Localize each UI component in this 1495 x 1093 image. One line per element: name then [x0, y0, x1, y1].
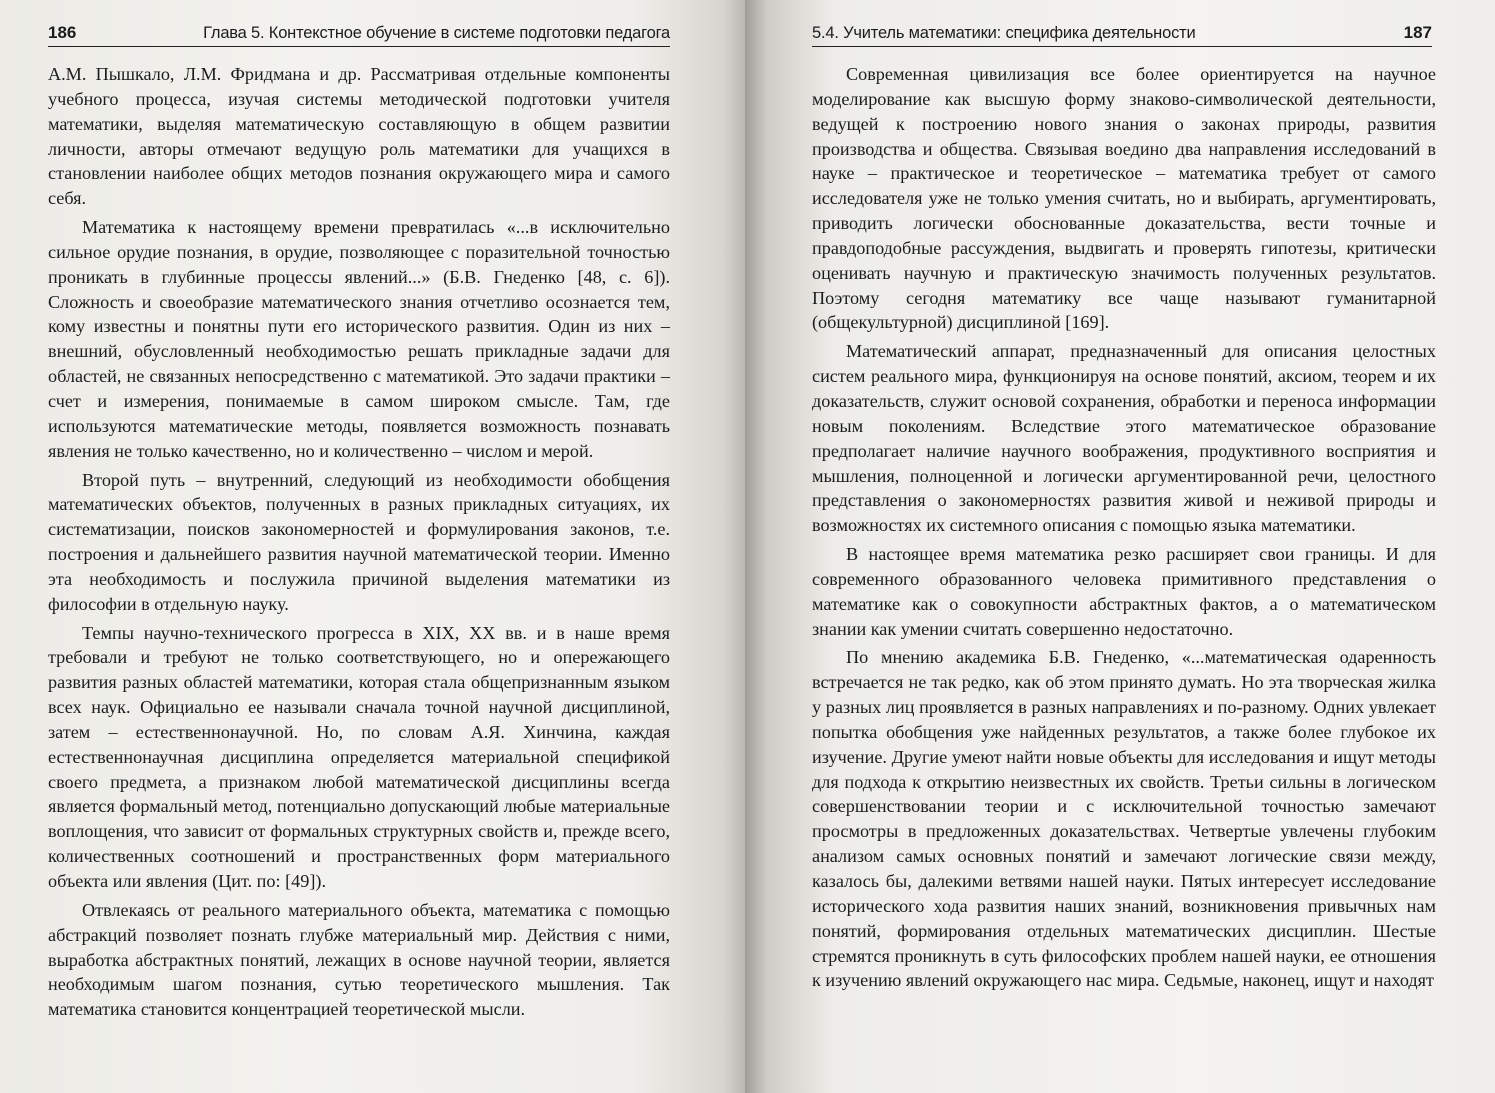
paragraph: В настоящее время математика резко расширяет свои границы. И для современного образованного человека примитивного представления о математике как о совокупности абстрактных фактов, а о математическом знании как умении считать совершенно недостаточно.: [812, 544, 1436, 639]
right-running-head: 5.4. Учитель математики: специфика деятельности: [812, 24, 1196, 42]
paragraph: Второй путь – внутренний, следующий из необходимости обобщения математических объектов, полученных в разных прикладных ситуациях, их систематизации, поисков закономерностей и формулирования законов, т.е. построения и дальнейшего развития научной математической теории. Именно эта необходимость и послужила причиной выделения математики из философии в отдельную науку.: [48, 469, 670, 614]
left-running-head: Глава 5. Контекстное обучение в системе подготовки педагога: [203, 24, 670, 42]
paragraph: Отвлекаясь от реального материального объекта, математика с помощью абстракций позволяет познать глубже материальный мир. Действия с ними, выработка абстрактных понятий, лежащих в основе научной теории, является необходимым шагом познания, сутью теоретического мышления. Так математика становится концентрацией теоретической мысли.: [48, 899, 670, 1020]
right-page-body: [812, 62, 1436, 993]
right-page-header: [812, 16, 1432, 47]
left-page-body: [48, 62, 670, 1022]
paragraph: Математический аппарат, предназначенный для описания целостных систем реального мира, функционируя на основе понятий, аксиом, теорем и их доказательств, служит основой сохранения, обработки и переноса информации новым поколениям. Вследствие этого математическое образование предполагает наличие научного воображения, продуктивного восприятия и мышления, полноценной и логически аргументированной речи, целостного представления о закономерностях развития живой и неживой природы и возможностях их системного описания с помощью языка математики.: [812, 341, 1436, 536]
paragraph: Математика к настоящему времени превратилась «...в исключительно сильное орудие познания, в орудие, позволяющее с поразительной точностью проникать в глубинные процессы явлений...» (Б.В. Гнеденко [48, с. 6]). Сложность и своеобразие математического знания отчетливо осознается тем, кому известны и понятны пути его исторического развития. Один из них – внешний, обусловленный необходимостью решать прикладные задачи для областей, не связанных непосредственно с математикой. Это задачи практики – счет и измерения, понимаемые в самом широком смысле. Там, где используются математические методы, появляется возможность познавать явления не только качественно, но и количественно – числом и мерой.: [48, 217, 670, 461]
left-page: [0, 0, 745, 1093]
right-page: [745, 0, 1495, 1093]
left-page-header: [48, 16, 670, 47]
left-page-number: 186: [48, 23, 77, 42]
right-page-number: 187: [1403, 23, 1432, 42]
paragraph: Современная цивилизация все более ориентируется на научное моделирование как высшую форму знаково-символической деятельности, ведущей к построению нового знания о законах природы, развития производства и общества. Связывая воедино два направления исследований в науке – практическое и теоретическое – математика требует от самого исследователя уже не только умения считать, но и выбирать, аргументировать, приводить логически обоснованные доказательства, вести точные и правдоподобные рассуждения, выдвигать и проверять гипотезы, критически оценивать научную и практическую значимость полученных результатов. Поэтому сегодня математику все чаще называют гуманитарной (общекультурной) дисциплиной [169].: [812, 64, 1436, 333]
paragraph: Темпы научно-технического прогресса в XIX, XX вв. и в наше время требовали и требуют не только соответствующего, но и опережающего развития разных областей математики, которая стала общепризнанным языком всех наук. Официально ее называли сначала точной научной дисциплиной, затем – естественнонаучной. Но, по словам А.Я. Хинчина, каждая естественнонаучная дисциплина определяется материальной спецификой своего предмета, а признаком любой математической дисциплины всегда является формальный метод, потенциально допускающий любые материальные воплощения, что зависит от формальных структурных свойств и, прежде всего, количественных соотношений и пространственных форм материального объекта или явления (Цит. по: [49]).: [48, 622, 670, 891]
paragraph: По мнению академика Б.В. Гнеденко, «...математическая одаренность встречается не так редко, как об этом принято думать. Но эта творческая жилка у разных лиц проявляется в разных направлениях и по-разному. Одних увлекает попытка обобщения уже найденных результатов, а также более глубокое их изучение. Другие умеют найти новые объекты для исследования и ищут методы для подхода к открытию неизвестных их свойств. Третьи сильны в логическом совершенствовании теории и с исключительной точностью замечают просмотры в предложенных доказательствах. Четвертые увлечены глубоким анализом самых основных понятий и замечают логические связи между, казалось бы, далекими ветвями нашей науки. Пятых интересует исследование исторического хода развития наших знаний, возникновения привычных нам понятий, формирования отдельных математических дисциплин. Шестые стремятся проникнуть в суть философских проблем нашей науки, ее отношения к изучению явлений окружающего нас мира. Седьмые, наконец, ищут и находят: [812, 647, 1436, 991]
paragraph: А.М. Пышкало, Л.М. Фридмана и др. Рассматривая отдельные компоненты учебного процесса, изучая системы методической подготовки учителя математики, выделяя математическую составляющую в общем развитии личности, авторы отмечают ведущую роль математики для учащихся в становлении наиболее общих методов познания окружающего мира и самого себя.: [48, 64, 670, 209]
